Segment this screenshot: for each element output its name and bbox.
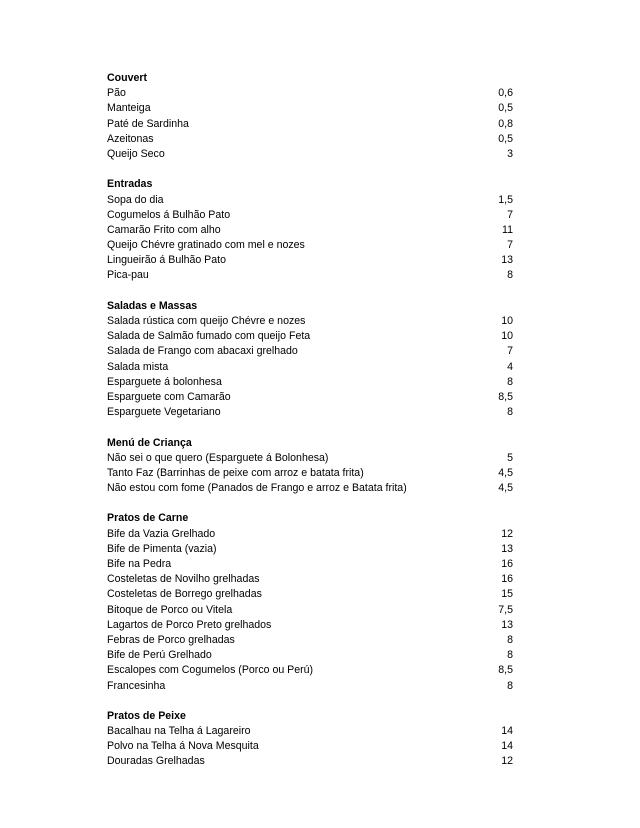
item-price: 14 bbox=[501, 740, 513, 753]
item-name: Esparguete Vegetariano bbox=[107, 406, 221, 419]
item-price: 8,5 bbox=[498, 390, 513, 403]
item-price: 1,5 bbox=[498, 193, 513, 206]
item-price: 8 bbox=[507, 679, 513, 692]
item-name: Polvo na Telha á Nova Mesquita bbox=[107, 740, 259, 753]
item-price: 8 bbox=[507, 406, 513, 419]
section-title: Saladas e Massas bbox=[107, 299, 198, 312]
item-name: Salada de Frango com abacaxi grelhado bbox=[107, 345, 298, 358]
menu-document bbox=[107, 71, 513, 785]
item-name: Bitoque de Porco ou Vitela bbox=[107, 603, 233, 616]
item-name: Cogumelos á Bulhão Pato bbox=[107, 208, 231, 221]
menu-item bbox=[107, 572, 513, 587]
menu-item bbox=[107, 633, 513, 648]
item-price: 13 bbox=[501, 254, 513, 267]
menu-item bbox=[107, 132, 513, 147]
item-price: 0,5 bbox=[498, 132, 513, 145]
item-name: Esparguete á bolonhesa bbox=[107, 375, 222, 388]
item-price: 7 bbox=[507, 208, 513, 221]
item-price: 12 bbox=[501, 527, 513, 540]
item-name: Lagartos de Porco Preto grelhados bbox=[107, 618, 272, 631]
item-name: Azeitonas bbox=[107, 132, 154, 145]
item-price: 8 bbox=[507, 649, 513, 662]
menu-section bbox=[107, 436, 513, 497]
menu-item bbox=[107, 147, 513, 162]
menu-item bbox=[107, 618, 513, 633]
menu-item bbox=[107, 557, 513, 572]
item-price: 13 bbox=[501, 618, 513, 631]
menu-item bbox=[107, 679, 513, 694]
item-name: Bife da Vazia Grelhado bbox=[107, 527, 216, 540]
item-name: Salada mista bbox=[107, 360, 169, 373]
menu-item bbox=[107, 648, 513, 663]
item-name: Costeletas de Borrego grelhadas bbox=[107, 588, 262, 601]
item-name: Sopa do dia bbox=[107, 193, 164, 206]
menu-item bbox=[107, 344, 513, 359]
menu-section bbox=[107, 71, 513, 162]
menu-item bbox=[107, 238, 513, 253]
item-price: 11 bbox=[502, 223, 513, 236]
item-price: 15 bbox=[501, 588, 513, 601]
item-name: Manteiga bbox=[107, 102, 151, 115]
section-title: Menú de Criança bbox=[107, 436, 192, 449]
item-price: 0,5 bbox=[498, 102, 513, 115]
item-price: 8 bbox=[507, 269, 513, 282]
menu-item bbox=[107, 754, 513, 769]
menu-item bbox=[107, 603, 513, 618]
item-price: 16 bbox=[501, 558, 513, 570]
section-title: Couvert bbox=[107, 72, 148, 84]
item-name: Lingueirão á Bulhão Pato bbox=[107, 254, 226, 267]
menu-section bbox=[107, 177, 513, 283]
menu-item bbox=[107, 375, 513, 390]
item-name: Esparguete com Camarão bbox=[107, 390, 231, 403]
item-price: 12 bbox=[501, 755, 513, 768]
menu-item bbox=[107, 117, 513, 132]
item-price: 4 bbox=[507, 360, 513, 373]
item-price: 3 bbox=[507, 147, 513, 160]
item-name: Camarão Frito com alho bbox=[107, 223, 221, 236]
item-name: Francesinha bbox=[107, 679, 166, 692]
item-name: Não sei o que quero (Esparguete á Bolonhesa) bbox=[107, 451, 329, 464]
item-price: 7 bbox=[507, 345, 513, 358]
item-price: 14 bbox=[501, 725, 513, 738]
section-title: Pratos de Peixe bbox=[107, 709, 186, 722]
item-name: Pica-pau bbox=[107, 269, 149, 282]
item-price: 4,5 bbox=[498, 466, 513, 479]
item-name: Salada rústica com queijo Chévre e nozes bbox=[107, 315, 306, 327]
item-price: 10 bbox=[501, 330, 513, 343]
item-name: Bife de Pimenta (vazia) bbox=[107, 542, 217, 555]
item-name: Douradas Grelhadas bbox=[107, 755, 205, 768]
menu-item bbox=[107, 587, 513, 602]
item-name: Bife na Pedra bbox=[107, 558, 172, 570]
menu-section bbox=[107, 511, 513, 693]
item-price: 10 bbox=[501, 315, 513, 327]
menu-item bbox=[107, 314, 513, 329]
item-name: Queijo Chévre gratinado com mel e nozes bbox=[107, 239, 305, 252]
menu-item bbox=[107, 405, 513, 420]
menu-item bbox=[107, 253, 513, 268]
menu-item bbox=[107, 208, 513, 223]
item-name: Bacalhau na Telha á Lagareiro bbox=[107, 725, 251, 738]
item-name: Não estou com fome (Panados de Frango e arroz e Batata frita) bbox=[107, 482, 407, 495]
menu-item bbox=[107, 86, 513, 101]
menu-item bbox=[107, 101, 513, 116]
item-name: Queijo Seco bbox=[107, 147, 165, 160]
menu-section bbox=[107, 709, 513, 770]
menu-item bbox=[107, 527, 513, 542]
menu-item bbox=[107, 329, 513, 344]
item-price: 8 bbox=[507, 633, 513, 646]
item-price: 0,8 bbox=[498, 117, 513, 130]
menu-item bbox=[107, 481, 513, 496]
item-price: 8,5 bbox=[498, 664, 513, 677]
section-title: Pratos de Carne bbox=[107, 512, 189, 525]
item-name: Bife de Perú Grelhado bbox=[107, 649, 212, 662]
menu-item bbox=[107, 193, 513, 208]
item-price: 7 bbox=[507, 239, 513, 252]
item-name: Febras de Porco grelhadas bbox=[107, 633, 235, 646]
menu-item bbox=[107, 466, 513, 481]
item-price: 5 bbox=[507, 451, 513, 464]
menu-item bbox=[107, 739, 513, 754]
item-name: Paté de Sardinha bbox=[107, 117, 189, 130]
menu-item bbox=[107, 542, 513, 557]
menu-item bbox=[107, 268, 513, 283]
item-name: Costeletas de Novilho grelhadas bbox=[107, 573, 260, 586]
item-price: 13 bbox=[501, 542, 513, 555]
item-price: 7,5 bbox=[498, 603, 513, 616]
item-price: 16 bbox=[501, 573, 513, 586]
item-price: 0,6 bbox=[498, 87, 513, 100]
item-price: 4,5 bbox=[498, 482, 513, 495]
item-price: 8 bbox=[507, 375, 513, 388]
section-title: Entradas bbox=[107, 178, 153, 191]
item-name: Tanto Faz (Barrinhas de peixe com arroz e batata frita) bbox=[107, 466, 364, 479]
menu-item bbox=[107, 223, 513, 238]
item-name: Escalopes com Cogumelos (Porco ou Perú) bbox=[107, 664, 314, 677]
menu-item bbox=[107, 360, 513, 375]
menu-item bbox=[107, 390, 513, 405]
menu-section bbox=[107, 299, 513, 421]
menu-item bbox=[107, 663, 513, 678]
item-name: Salada de Salmão fumado com queijo Feta bbox=[107, 330, 311, 343]
item-name: Pão bbox=[107, 87, 126, 100]
menu-item bbox=[107, 451, 513, 466]
menu-item bbox=[107, 724, 513, 739]
